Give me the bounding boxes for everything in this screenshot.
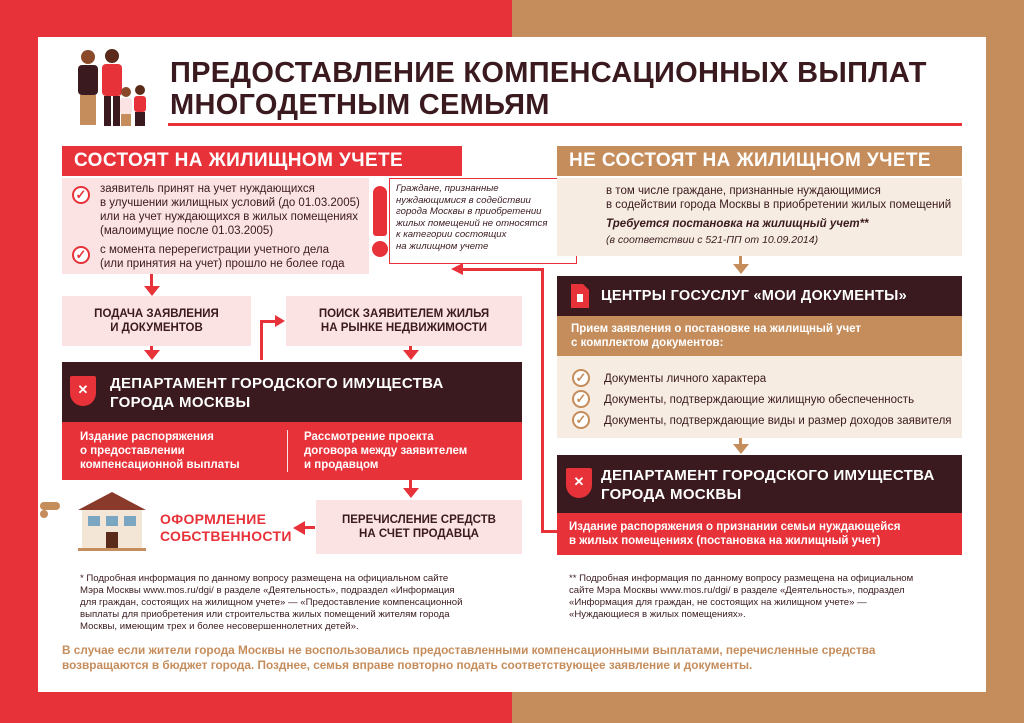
condition-2: с момента перерегистрации учетного дела (или принятия на учет) прошло не более года xyxy=(100,244,345,270)
doc-item: Документы личного характера xyxy=(604,373,767,385)
note-box: Граждане, признанные нуждающимися в содействии города Москвы в приобретении жилых помещений не относятся к категории состоящих на жилищном учете xyxy=(389,178,577,264)
arrow-right-icon xyxy=(275,315,285,327)
decree-text: Издание распоряжения о признании семьи нуждающейся в жилых помещениях (постановка на жилищный учет) xyxy=(569,521,901,547)
dept-action-review: Рассмотрение проекта договора между заявителем и продавцом xyxy=(304,431,468,471)
required-ref: (в соответствии с 521-ПП от 10.09.2014) xyxy=(606,234,819,246)
right-dept-title: ДЕПАРТАМЕНТ ГОРОДСКОГО ИМУЩЕСТВА ГОРОДА МОСКВЫ xyxy=(601,467,935,503)
my-documents-logo xyxy=(567,282,591,310)
connector-line xyxy=(463,268,543,271)
check-icon: ✓ xyxy=(572,411,590,429)
check-icon: ✓ xyxy=(572,390,590,408)
arrow-left-icon xyxy=(451,263,463,275)
page-title xyxy=(170,57,930,121)
divider xyxy=(287,430,288,472)
left-dept-title: ДЕПАРТАМЕНТ ГОРОДСКОГО ИМУЩЕСТВА ГОРОДА МОСКВЫ xyxy=(110,375,444,411)
exclamation-dot xyxy=(372,241,388,257)
arrow-down-icon xyxy=(733,264,749,274)
check-icon: ✓ xyxy=(72,186,90,204)
check-icon: ✓ xyxy=(72,246,90,264)
centers-title: ЦЕНТРЫ ГОСУСЛУГ «МОИ ДОКУМЕНТЫ» xyxy=(601,288,907,304)
title-divider xyxy=(168,123,962,126)
dept-action-decree: Издание распоряжения о предоставлении компенсационной выплаты xyxy=(80,431,240,471)
doc-item: Документы, подтверждающие жилищную обеспеченность xyxy=(604,394,915,406)
arrow-down-icon xyxy=(144,286,160,296)
required-text: Требуется постановка на жилищный учет** xyxy=(606,218,869,230)
family-icon xyxy=(64,46,154,130)
arrow-line xyxy=(150,346,153,352)
moscow-emblem-icon: ✕ xyxy=(70,376,96,406)
arrow-down-icon xyxy=(403,488,419,498)
arrow-left-icon xyxy=(293,521,305,535)
moscow-emblem-icon: ✕ xyxy=(566,468,592,498)
right-header: НЕ СОСТОЯТ НА ЖИЛИЩНОМ УЧЕТЕ xyxy=(557,146,962,176)
connector-line xyxy=(541,268,544,533)
exclamation-icon xyxy=(373,186,387,236)
left-header: СОСТОЯТ НА ЖИЛИЩНОМ УЧЕТЕ xyxy=(62,146,462,176)
arrow-down-icon xyxy=(733,444,749,454)
arrow-line xyxy=(739,256,742,264)
arrow-line xyxy=(260,320,276,323)
arrow-line xyxy=(409,346,412,352)
keys-icon xyxy=(40,502,60,510)
connector-line xyxy=(541,530,557,533)
right-intro: в том числе граждане, признанные нуждающимися в содействии города Москвы в приобретении жилых помещений xyxy=(606,185,952,211)
step-transfer: ПЕРЕЧИСЛЕНИЕ СРЕДСТВ НА СЧЕТ ПРОДАВЦА xyxy=(316,500,522,554)
left-footnote: * Подробная информация по данному вопросу размещена на официальном сайте Мэра Москвы www.mos.ru/dgi/ в разделе «Деятельность», подраздел «Информация для граждан, состоящих на жилищном учете» — «Предоставление компенсационной выплаты для приобретения или строительства жилых помещений жителям города Москвы, имеющим трех и более несовершеннолетних детей». xyxy=(80,573,463,632)
reception-text: Прием заявления о постановке на жилищный учет с комплектом документов: xyxy=(571,323,862,349)
right-footnote: ** Подробная информация по данному вопросу размещена на официальном сайте Мэра Москвы www.mos.ru/dgi/ в разделе «Деятельность», подраздел «Информация для граждан, не состоящих на жилищном учете» — «Нуждающиеся в жилых помещениях». xyxy=(569,573,914,620)
arrow-line xyxy=(409,480,412,488)
ownership-label: ОФОРМЛЕНИЕ СОБСТВЕННОСТИ xyxy=(160,511,292,544)
step-search: ПОИСК ЗАЯВИТЕЛЕМ ЖИЛЬЯ НА РЫНКЕ НЕДВИЖИМОСТИ xyxy=(286,296,522,346)
check-icon: ✓ xyxy=(572,369,590,387)
condition-1: заявитель принят на учет нуждающихся в улучшении жилищных условий (до 01.03.2005) или на учет нуждающихся в жилых помещениях (малоимущие после 01.03.2005) xyxy=(100,183,360,237)
title-line-2: МНОГОДЕТНЫМ СЕМЬЯМ xyxy=(170,89,550,121)
arrow-line xyxy=(305,526,315,529)
bottom-note: В случае если жители города Москвы не воспользовались предоставленными компенсационными выплатами, перечисленные средства возвращаются в бюджет города. Позднее, семья вправе повторно подать соответствующее заявление и документы. xyxy=(62,643,876,672)
arrow-line xyxy=(150,274,153,286)
doc-item: Документы, подтверждающие виды и размер доходов заявителя xyxy=(604,415,952,427)
title-line-1: ПРЕДОСТАВЛЕНИЕ КОМПЕНСАЦИОННЫХ ВЫПЛАТ xyxy=(170,57,927,89)
step-apply: ПОДАЧА ЗАЯВЛЕНИЯ И ДОКУМЕНТОВ xyxy=(62,296,251,346)
arrow-line xyxy=(260,322,263,360)
house-icon xyxy=(38,488,148,552)
